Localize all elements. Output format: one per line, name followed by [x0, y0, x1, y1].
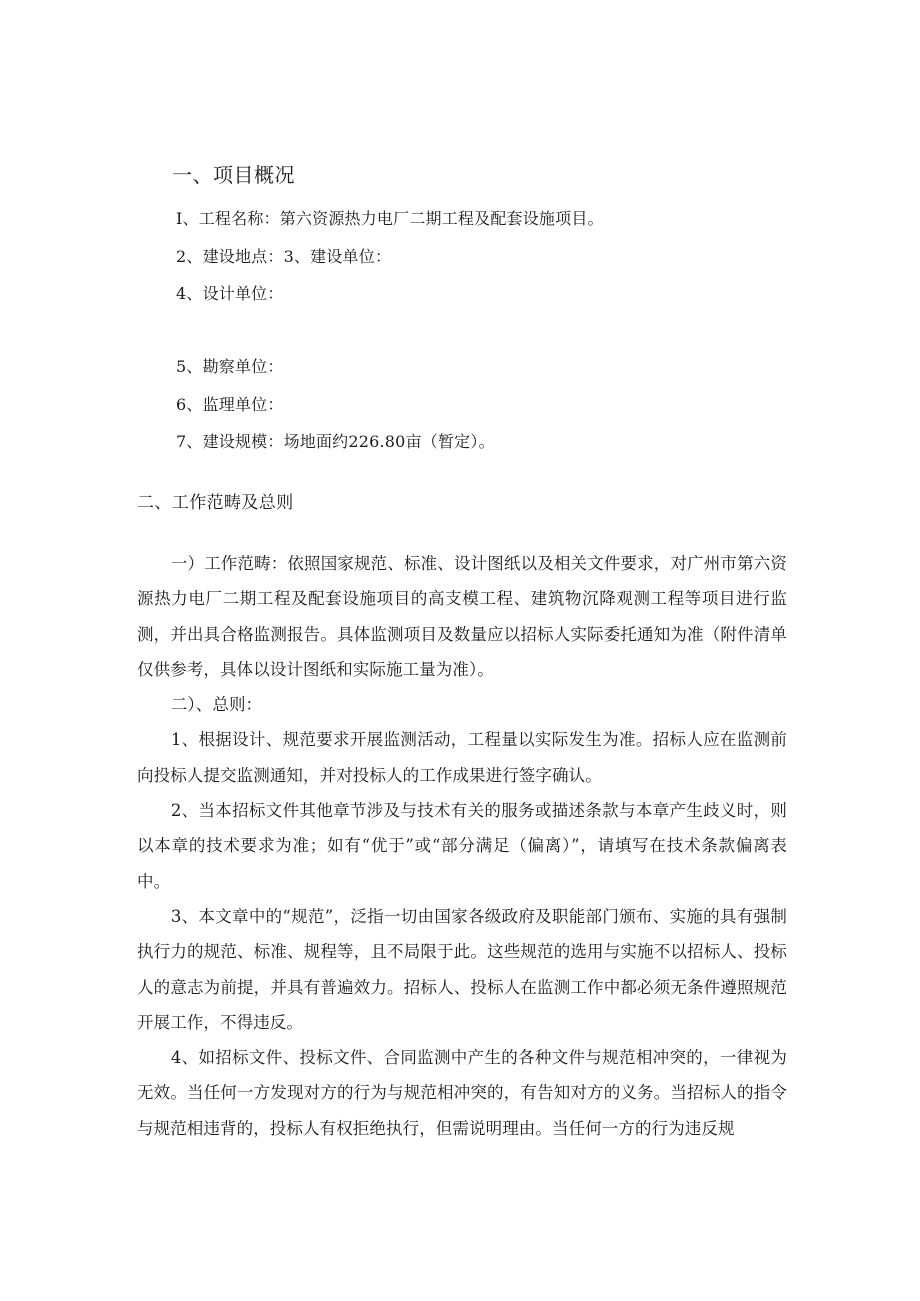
item-construction-scale: 7、建设规模：场地面约226.80亩（暂定）。 [176, 432, 495, 451]
item-design-unit: 4、设计单位： [176, 284, 284, 303]
item-supervision-unit: 6、监理单位： [176, 395, 284, 414]
section2-heading: 二、工作范畴及总则 [137, 493, 294, 513]
paragraph-rule-4: 4、如招标文件、投标文件、合同监测中产生的各种文件与规范相冲突的，一律视为无效。当任何一方发现对方的行为与规范相冲突的，有告知对方的义务。当招标人的指令与规范相违背的，投标人有权拒绝执行，但需说明理由。当任何一方的行为违反规 [137, 1048, 787, 1138]
paragraph-rule-3: 3、本文章中的“规范”，泛指一切由国家各级政府及职能部门颁布、实施的具有强制执行力的规范、标准、规程等，且不局限于此。这些规范的选用与实施不以招标人、投标人的意志为前提，并具有普遍效力。招标人、投标人在监测工作中都必须无条件遵照规范开展工作，不得违反。 [137, 906, 787, 1032]
paragraph-work-scope: 一）工作范畴：依照国家规范、标准、设计图纸以及相关文件要求，对广州市第六资源热力电厂二期工程及配套设施项目的高支模工程、建筑物沉降观测工程等项目进行监测，并出具合格监测报告。具体监测项目及数量应以招标人实际委托通知为准（附件清单仅供参考，具体以设计图纸和实际施工量为准）。 [137, 554, 787, 679]
section2-body [137, 546, 787, 1146]
paragraph-rule-1: 1、根据设计、规范要求开展监测活动，工程量以实际发生为准。招标人应在监测前向投标人提交监测通知，并对投标人的工作成果进行签字确认。 [137, 730, 787, 785]
item-survey-unit: 5、勘察单位： [176, 357, 284, 376]
paragraph-general-heading: 二）、总则： [170, 695, 263, 715]
item-project-name: I、工程名称：第六资源热力电厂二期工程及配套设施项目。 [176, 209, 604, 228]
section1-heading: 一、项目概况 [172, 163, 295, 187]
paragraph-rule-2: 2、当本招标文件其他章节涉及与技术有关的服务或描述条款与本章产生歧义时，则以本章的技术要求为准；如有“优于”或“部分满足（偏离）”，请填写在技术条款偏离表中。 [137, 801, 787, 891]
item-location-and-owner: 2、建设地点：3、建设单位： [176, 247, 392, 266]
